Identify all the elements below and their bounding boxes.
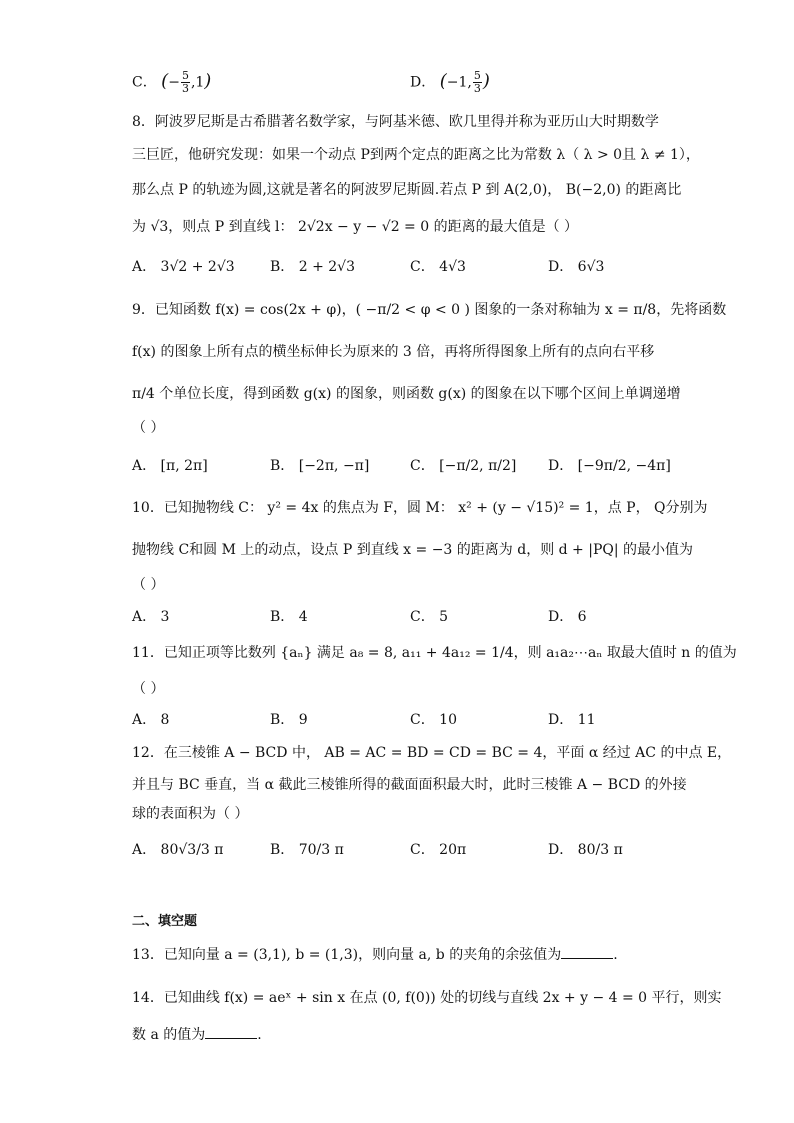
q9-option-a: A． [π, 2π] (132, 458, 208, 474)
q14-line2: 数 a 的值为 . (132, 1027, 262, 1043)
q12-line3: 球的表面积为（ ） (132, 806, 249, 822)
q13-line: 13．已知向量 a = (3,1), b = (1,3)，则向量 a, b 的夹角的余弦值为 . (132, 947, 618, 963)
q10-line2: 抛物线 C和圆 M 上的动点，设点 P 到直线 x = −3 的距离为 d，则 d + |PQ| 的最小值为 (132, 542, 694, 558)
q12-option-a: A． 80√3/3 π (132, 842, 224, 858)
q11-option-b: B． 9 (270, 712, 308, 728)
q7-option-d: D． (−1, $\frac{5}{3}$ ) (410, 69, 490, 95)
q9-line3: π/4 个单位长度，得到函数 g(x) 的图象，则函数 g(x) 的图象在以下哪个区间上单调递增 (132, 386, 681, 402)
q8-option-b: B． 2 + 2√3 (270, 259, 356, 275)
q10-option-b: B． 4 (270, 609, 308, 625)
q8-option-c: C． 4√3 (410, 259, 466, 275)
q10-option-a: A． 3 (132, 609, 170, 625)
q10-line3: （ ） (132, 577, 165, 593)
q10-line1: 10．已知抛物线 C： y² = 4x 的焦点为 F，圆 M： x² + (y − √15)² = 1，点 P， Q分别为 (132, 500, 708, 516)
q13-answer-blank[interactable] (561, 946, 613, 959)
q8-option-a: A． 3√2 + 2√3 (132, 259, 235, 275)
q9-line2: f(x) 的图象上所有点的横坐标伸长为原来的 3 倍，再将所得图象上所有的点向右平移 (132, 344, 655, 360)
q8-line4: 为 √3，则点 P 到直线 l： 2√2x − y − √2 = 0 的距离的最大值是（ ） (132, 219, 579, 235)
q9-option-c: C． [−π/2, π/2] (410, 458, 517, 474)
q11-line1: 11．已知正项等比数列 {aₙ} 满足 a₈ = 8, a₁₁ + 4a₁₂ = 1/4，则 a₁a₂⋯aₙ 取最大值时 n 的值为 (132, 645, 737, 661)
q11-option-c: C． 10 (410, 712, 457, 728)
q12-option-d: D． 80/3 π (548, 842, 623, 858)
q12-line2: 并且与 BC 垂直，当 α 截此三棱锥所得的截面面积最大时，此时三棱锥 A − BCD 的外接 (132, 777, 687, 793)
q7-option-c: C． (− $\frac{5}{3}$ ,1) (132, 69, 212, 95)
q11-line2: （ ） (132, 681, 165, 697)
q11-option-a: A． 8 (132, 712, 170, 728)
q12-option-c: C． 20π (410, 842, 467, 858)
q10-option-c: C． 5 (410, 609, 449, 625)
q8-line2: 三巨匠，他研究发现：如果一个动点 P到两个定点的距离之比为常数 λ（ λ > 0且 λ ≠ 1）， (132, 147, 700, 163)
q9-option-d: D． [−9π/2, −4π] (548, 458, 671, 474)
q14-line1: 14．已知曲线 f(x) = aeˣ + sin x 在点 (0, f(0)) 处的切线与直线 2x + y − 4 = 0 平行，则实 (132, 990, 722, 1006)
q14-text: 数 a 的值为 (132, 1027, 206, 1043)
q8-line1: 8．阿波罗尼斯是古希腊著名数学家，与阿基米德、欧几里得并称为亚历山大时期数学 (132, 114, 659, 130)
q12-line1: 12．在三棱锥 A − BCD 中， AB = AC = BD = CD = BC = 4，平面 α 经过 AC 的中点 E， (132, 745, 732, 761)
q9-option-b: B． [−2π, −π] (270, 458, 370, 474)
q8-option-d: D． 6√3 (548, 259, 605, 275)
q12-option-b: B． 70/3 π (270, 842, 344, 858)
q10-option-d: D． 6 (548, 609, 587, 625)
q11-option-d: D． 11 (548, 712, 596, 728)
section-title-fill-in: 二、填空题 (132, 914, 198, 929)
q13-text: 13．已知向量 a = (3,1), b = (1,3)，则向量 a, b 的夹角的余弦值为 (132, 947, 562, 963)
q9-line4: （ ） (132, 420, 165, 436)
q14-answer-blank[interactable] (205, 1026, 257, 1039)
q8-line3: 那么点 P 的轨迹为圆,这就是著名的阿波罗尼斯圆.若点 P 到 A(2,0)， B(−2,0) 的距离比 (132, 182, 682, 198)
q9-line1: 9．已知函数 f(x) = cos(2x + φ)，( −π/2 < φ < 0 ) 图象的一条对称轴为 x = π/8，先将函数 (132, 302, 727, 318)
